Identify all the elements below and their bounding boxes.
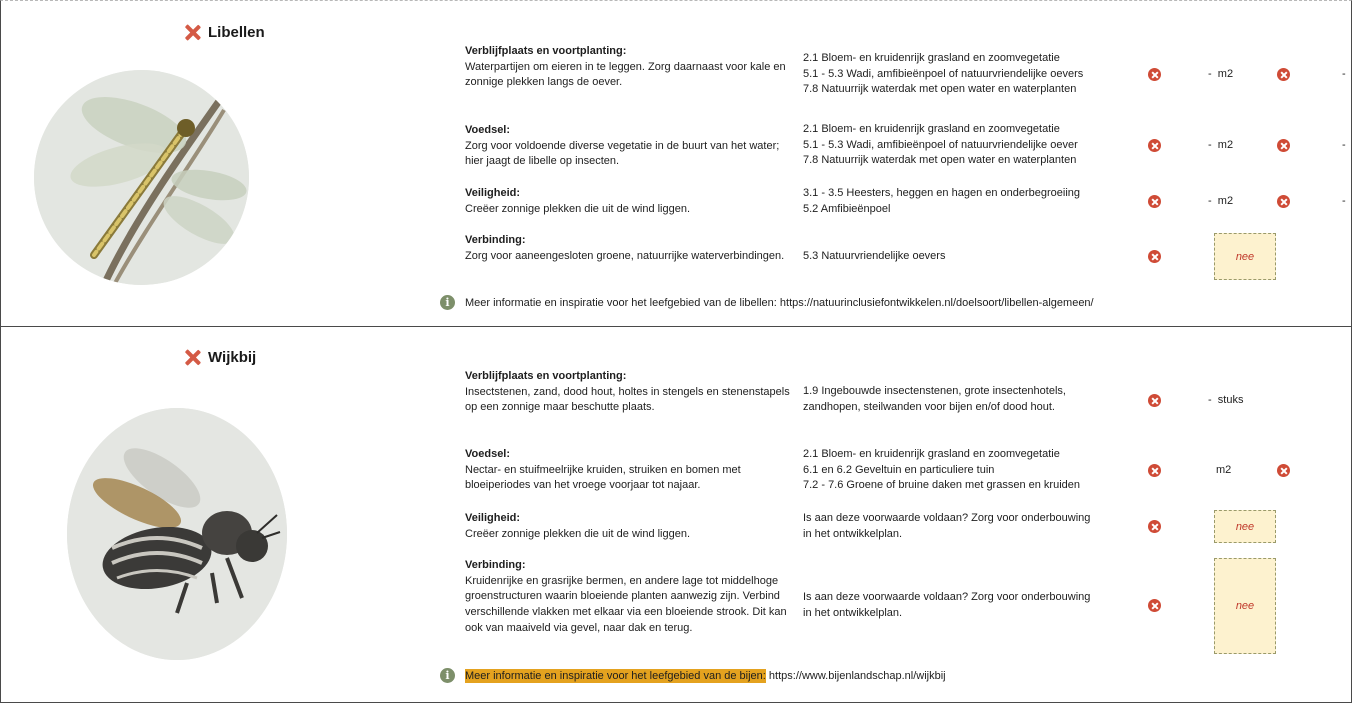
row-wijkbij-verblijfplaats	[465, 369, 795, 416]
info-line-wijkbij	[440, 668, 946, 683]
measure-item: 5.1 - 5.3 Wadi, amfibieënpoel of natuurvriendelijke oevers	[803, 67, 1084, 80]
unit-label: m2	[1217, 68, 1234, 80]
row-heading: Verblijfplaats en voortplanting:	[465, 45, 627, 57]
row-description: Creëer zonnige plekken die uit de wind liggen.	[465, 202, 691, 215]
measure-item: 3.1 - 3.5 Heesters, heggen en hagen en onderbegroeiing	[803, 187, 1081, 199]
unit-label: m2	[1217, 195, 1234, 207]
unit-label: stuks	[1217, 394, 1244, 406]
answer-field[interactable]: nee	[1214, 233, 1276, 280]
measures-wijkbij-veiligheid	[803, 511, 1123, 542]
row-description: Insectstenen, zand, dood hout, holtes in stengels en stenenstapels op een zonnige maar beschutte plaats.	[465, 385, 790, 414]
x-circle-icon	[1148, 195, 1161, 208]
species-title-label: Libellen	[208, 24, 265, 41]
unit-label: m2	[1217, 139, 1234, 151]
unit-label: m2	[1216, 464, 1232, 476]
row-heading: Voedsel:	[465, 448, 511, 460]
measure-item: 2.1 Bloem- en kruidenrijk grasland en zoomvegetatie	[803, 123, 1060, 135]
row-description: Zorg voor voldoende diverse vegetatie in de buurt van het water; hier jaagt de libelle op insecten.	[465, 139, 780, 168]
quantity-value: -	[1208, 195, 1212, 207]
answer-field[interactable]: nee	[1214, 510, 1276, 543]
measure-item: 5.3 Natuurvriendelijke oevers	[803, 250, 946, 262]
row-heading: Verblijfplaats en voortplanting:	[465, 370, 627, 382]
trailing-value: -	[1342, 68, 1346, 80]
trailing-value: -	[1342, 195, 1346, 207]
x-circle-icon	[1148, 599, 1161, 612]
row-heading: Veiligheid:	[465, 187, 521, 199]
measures-wijkbij-verblijfplaats	[803, 384, 1123, 415]
measure-item: 2.1 Bloem- en kruidenrijk grasland en zoomvegetatie	[803, 448, 1060, 460]
quantity-field[interactable]	[1208, 139, 1233, 151]
x-circle-icon	[1148, 250, 1161, 263]
info-label: Meer informatie en inspiratie voor het leefgebied van de bijen:	[465, 669, 766, 682]
measures-libellen-verblijfplaats	[803, 51, 1123, 98]
species-title-libellen	[184, 24, 265, 41]
x-circle-icon	[1148, 139, 1161, 152]
info-line-libellen	[440, 295, 1094, 310]
answer-field[interactable]: nee	[1214, 558, 1276, 654]
x-circle-icon	[1148, 394, 1161, 407]
info-link[interactable]: https://natuurinclusiefontwikkelen.nl/doelsoort/libellen-algemeen/	[779, 296, 1094, 309]
quantity-field[interactable]	[1208, 68, 1233, 80]
measures-wijkbij-verbinding	[803, 590, 1123, 621]
row-heading: Voedsel:	[465, 124, 511, 136]
measure-item: 7.8 Natuurrijk waterdak met open water en waterplanten	[803, 154, 1077, 167]
measure-item: 7.8 Natuurrijk waterdak met open water en waterplanten	[803, 83, 1077, 96]
measures-libellen-veiligheid	[803, 186, 1123, 217]
measure-item: 1.9 Ingebouwde insectenstenen, grote insectenhotels,	[803, 385, 1066, 397]
info-icon: i	[440, 295, 455, 310]
row-description: Waterpartijen om eieren in te leggen. Zorg daarnaast voor kale en zonnige plekken langs de oever.	[465, 60, 786, 89]
info-icon: i	[440, 668, 455, 683]
row-libellen-voedsel	[465, 123, 795, 170]
row-wijkbij-veiligheid	[465, 511, 795, 542]
quantity-value: -	[1208, 68, 1212, 80]
measure-item: 6.1 en 6.2 Geveltuin en particuliere tuin	[803, 463, 995, 476]
quantity-field[interactable]	[1208, 394, 1243, 406]
species-title-wijkbij	[184, 349, 256, 366]
species-title-label: Wijkbij	[208, 349, 257, 366]
measure-item: 5.2 Amfibieënpoel	[803, 202, 891, 215]
bee-photo	[67, 408, 287, 660]
measures-libellen-voedsel	[803, 122, 1123, 169]
row-libellen-veiligheid	[465, 186, 795, 217]
x-circle-icon	[1148, 520, 1161, 533]
measure-item: Is aan deze voorwaarde voldaan? Zorg voor onderbouwing	[803, 512, 1091, 524]
x-mark-icon	[184, 24, 201, 41]
trailing-value: -	[1342, 139, 1346, 151]
dragonfly-photo	[34, 70, 249, 285]
quantity-value: -	[1208, 139, 1212, 151]
measure-item: 5.1 - 5.3 Wadi, amfibieënpoel of natuurvriendelijke oever	[803, 138, 1078, 151]
row-libellen-verbinding	[465, 233, 795, 264]
measure-item: 7.2 - 7.6 Groene of bruine daken met grassen en kruiden	[803, 479, 1081, 492]
quantity-value: -	[1208, 394, 1212, 406]
row-description: Kruidenrijke en grasrijke bermen, en andere lage tot middelhoge groenstructuren waarin bloeiende planten aanwezig zijn. Verbind verschillende vlakken met elkaar via een bloeiende strook. Dit kan ook van maaiveld via gevel, naar dak en terug.	[465, 574, 787, 634]
measure-item: in het ontwikkelplan.	[803, 527, 903, 540]
row-heading: Verbinding:	[465, 559, 526, 571]
measure-item: 2.1 Bloem- en kruidenrijk grasland en zoomvegetatie	[803, 52, 1060, 64]
row-wijkbij-voedsel	[465, 447, 795, 494]
quantity-field[interactable]	[1208, 195, 1233, 207]
row-description: Nectar- en stuifmeelrijke kruiden, struiken en bomen met bloeiperiodes van het vroege voorjaar tot najaar.	[465, 463, 741, 492]
row-description: Zorg voor aaneengesloten groene, natuurrijke waterverbindingen.	[465, 249, 785, 262]
measure-item: in het ontwikkelplan.	[803, 606, 903, 619]
quantity-field[interactable]	[1216, 464, 1231, 476]
x-circle-icon	[1277, 68, 1290, 81]
row-wijkbij-verbinding	[465, 558, 795, 637]
measure-item: Is aan deze voorwaarde voldaan? Zorg voor onderbouwing	[803, 591, 1091, 603]
row-heading: Verbinding:	[465, 234, 526, 246]
x-circle-icon	[1148, 68, 1161, 81]
x-circle-icon	[1277, 139, 1290, 152]
row-libellen-verblijfplaats	[465, 44, 795, 91]
info-link[interactable]: https://www.bijenlandschap.nl/wijkbij	[768, 669, 946, 682]
x-circle-icon	[1277, 464, 1290, 477]
x-mark-icon	[184, 349, 201, 366]
x-circle-icon	[1277, 195, 1290, 208]
measures-wijkbij-voedsel	[803, 447, 1123, 494]
measure-item: zandhopen, steilwanden voor bijen en/of dood hout.	[803, 400, 1055, 413]
row-description: Creëer zonnige plekken die uit de wind liggen.	[465, 527, 691, 540]
measures-libellen-verbinding	[803, 249, 1123, 265]
info-label: Meer informatie en inspiratie voor het leefgebied van de libellen:	[465, 296, 777, 309]
row-heading: Veiligheid:	[465, 512, 521, 524]
x-circle-icon	[1148, 464, 1161, 477]
